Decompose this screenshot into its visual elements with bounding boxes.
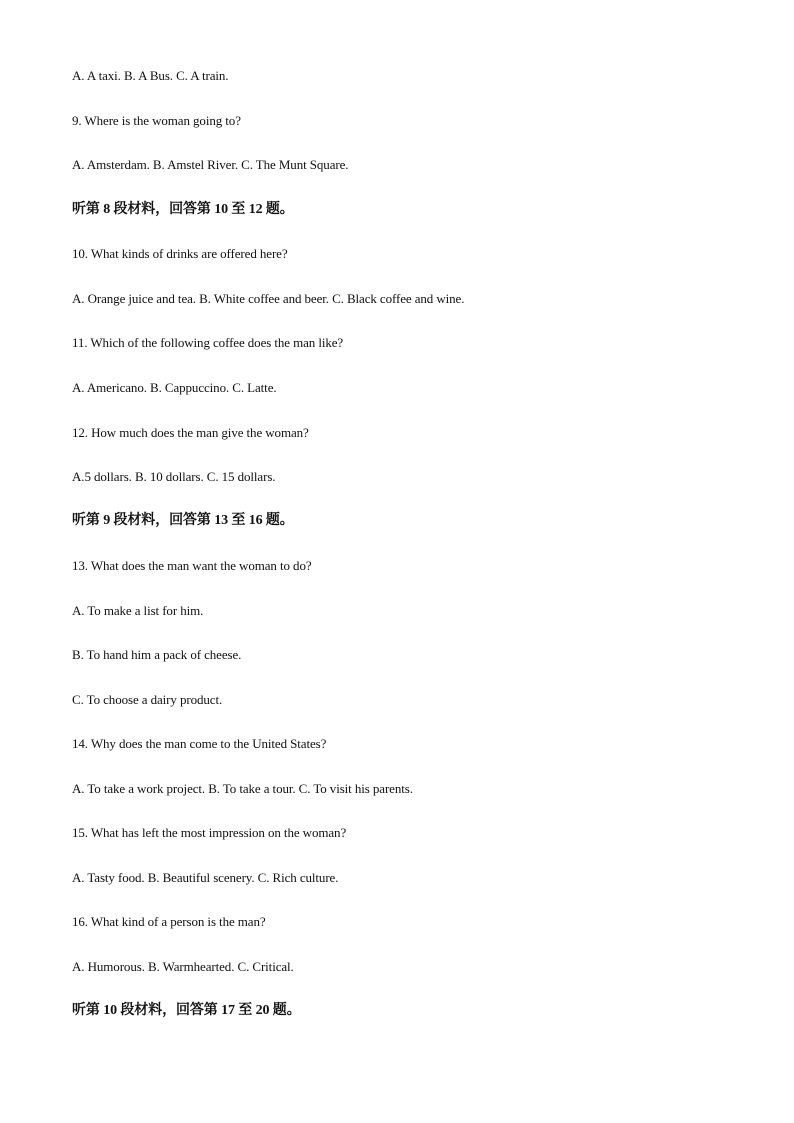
option-line-q14: A. To take a work project. B. To take a tour. C. To visit his parents. (72, 781, 413, 796)
option-c-q13: C. To choose a dairy product. (72, 692, 223, 707)
option-line-q10: A. Orange juice and tea. B. White coffee and beer. C. Black coffee and wine. (72, 291, 465, 306)
question-13: 13. What does the man want the woman to do? (72, 558, 312, 573)
option-line-q15: A. Tasty food. B. Beautiful scenery. C. Rich culture. (72, 870, 339, 885)
question-15: 15. What has left the most impression on the woman? (72, 825, 347, 840)
option-b-q13: B. To hand him a pack of cheese. (72, 647, 242, 662)
option-line-q16: A. Humorous. B. Warmhearted. C. Critical. (72, 959, 294, 974)
question-16: 16. What kind of a person is the man? (72, 914, 266, 929)
section-heading-8: 听第 8 段材料，回答第 10 至 12 题。 (72, 202, 294, 217)
question-9: 9. Where is the woman going to? (72, 113, 241, 128)
question-10: 10. What kinds of drinks are offered here? (72, 246, 288, 261)
option-a-q13: A. To make a list for him. (72, 603, 204, 618)
option-line-q8: A. A taxi. B. A Bus. C. A train. (72, 68, 229, 83)
question-11: 11. Which of the following coffee does the man like? (72, 335, 344, 350)
question-14: 14. Why does the man come to the United States? (72, 736, 327, 751)
section-heading-9: 听第 9 段材料，回答第 13 至 16 题。 (72, 513, 294, 528)
option-line-q11: A. Americano. B. Cappuccino. C. Latte. (72, 380, 277, 395)
section-heading-10: 听第 10 段材料，回答第 17 至 20 题。 (72, 1003, 301, 1018)
option-line-q12: A.5 dollars. B. 10 dollars. C. 15 dollars. (72, 469, 276, 484)
question-12: 12. How much does the man give the woman? (72, 425, 309, 440)
option-line-q9: A. Amsterdam. B. Amstel River. C. The Munt Square. (72, 157, 349, 172)
